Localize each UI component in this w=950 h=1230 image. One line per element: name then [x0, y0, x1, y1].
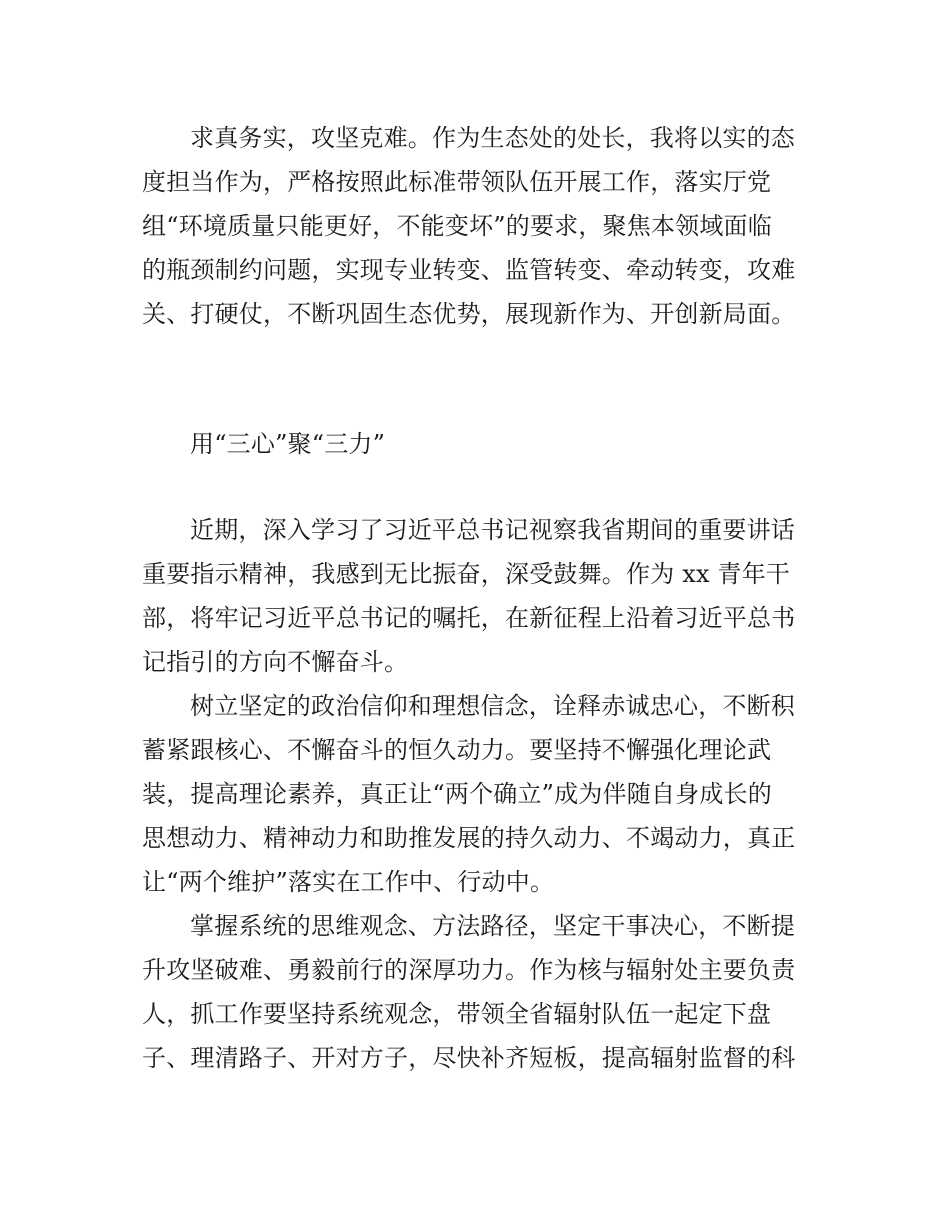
- text-line: 组“环境质量只能更好，不能变坏”的要求，聚焦本领域面临: [142, 212, 772, 240]
- text-line: 记指引的方向不懈奋斗。: [142, 648, 409, 676]
- text-line: 重要指示精神，我感到无比振奋，深受鼓舞。作为 xx 青年干: [142, 560, 791, 588]
- text-line: 人，抓工作要坚持系统观念，带领全省辐射队伍一起定下盘: [142, 1000, 772, 1028]
- text-line: 蓄紧跟核心、不懈奋斗的恒久动力。要坚持不懈强化理论武: [142, 736, 772, 764]
- text-line: 掌握系统的思维观念、方法路径，坚定干事决心，不断提: [190, 912, 795, 940]
- text-line: 的瓶颈制约问题，实现专业转变、监管转变、牵动转变，攻难: [142, 256, 796, 284]
- text-line: 求真务实，攻坚克难。作为生态处的处长，我将以实的态: [190, 124, 795, 152]
- text-line: 关、打硬仗，不断巩固生态优势，展现新作为、开创新局面。: [142, 300, 796, 328]
- text-line: 子、理清路子、开对方子，尽快补齐短板，提高辐射监督的科: [142, 1044, 796, 1072]
- text-line: 装，提高理论素养，真正让“两个确立”成为伴随自身成长的: [142, 780, 772, 808]
- text-line: 树立坚定的政治信仰和理想信念，诠释赤诚忠心，不断积: [190, 692, 795, 720]
- text-line: 让“两个维护”落实在工作中、行动中。: [142, 868, 555, 896]
- text-line: 近期，深入学习了习近平总书记视察我省期间的重要讲话: [190, 516, 795, 544]
- text-line: 度担当作为，严格按照此标准带领队伍开展工作，落实厅党: [142, 168, 772, 196]
- section-heading: 用“三心”聚“三力”: [190, 430, 386, 458]
- text-line: 升攻坚破难、勇毅前行的深厚功力。作为核与辐射处主要负责: [142, 956, 796, 984]
- text-line: 部，将牢记习近平总书记的嘱托，在新征程上沿着习近平总书: [142, 604, 796, 632]
- text-line: 思想动力、精神动力和助推发展的持久动力、不竭动力，真正: [142, 824, 796, 852]
